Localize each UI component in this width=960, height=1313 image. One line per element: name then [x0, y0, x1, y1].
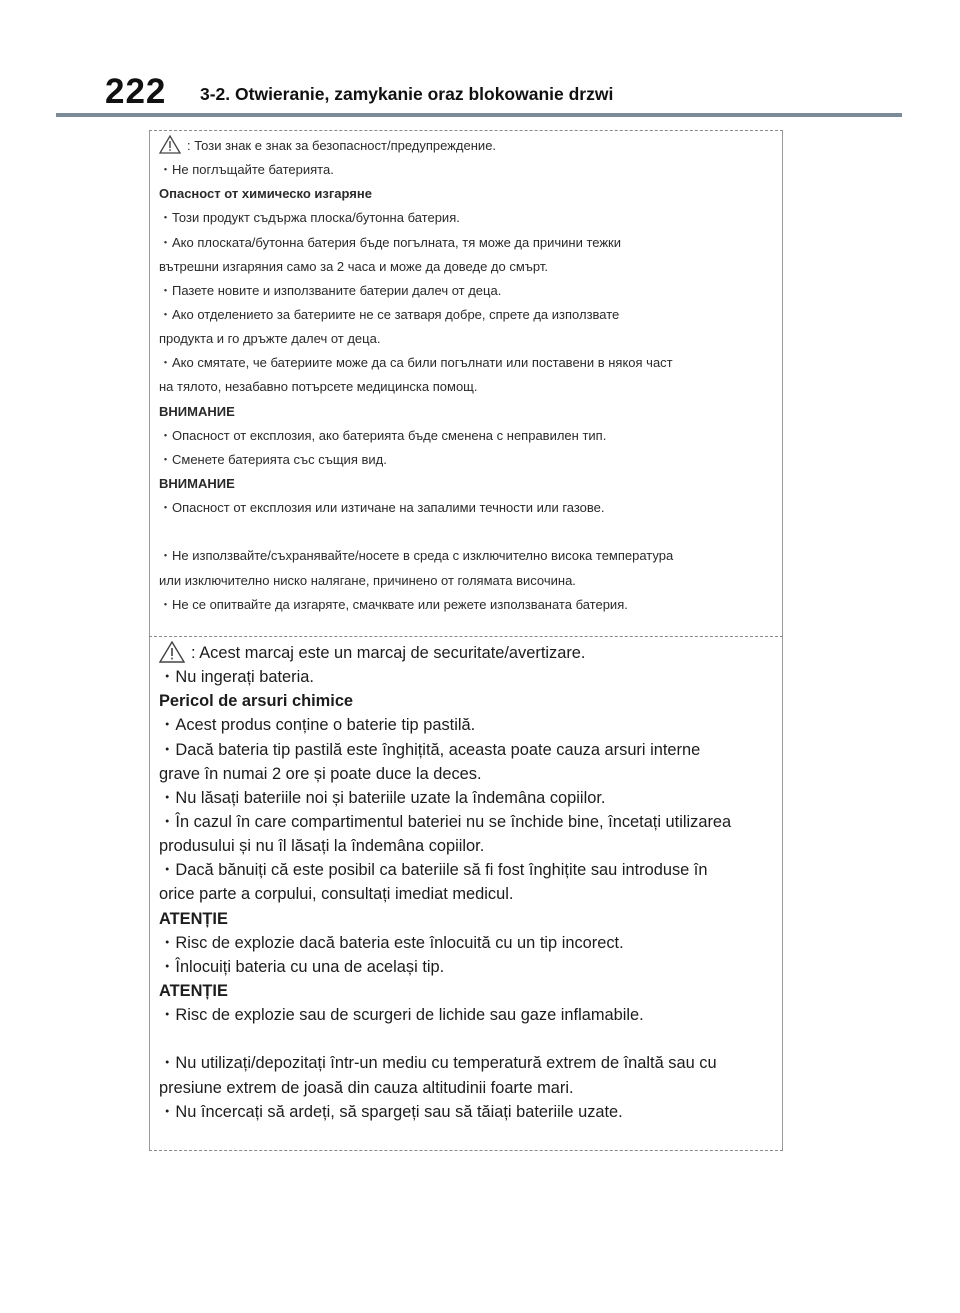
continuation-line: produsului și nu îl lăsați la îndemâna copiilor. [159, 837, 485, 856]
bullet-line: ・Опасност от експлозия или изтичане на запалими течности или газове. [159, 500, 605, 516]
bullet-line: ・Nu lăsați bateriile noi și bateriile uzate la îndemâna copiilor. [159, 788, 606, 807]
bullet-line: ・Пазете новите и използваните батерии далеч от деца. [159, 282, 502, 298]
bullet-line: ・Не поглъщайте батерията. [159, 162, 334, 178]
intro-line [159, 641, 777, 665]
intro-line [159, 134, 777, 158]
warning-triangle-icon [159, 641, 185, 663]
bullet-line: ・Не се опитвайте да изгаряте, смачквате или режете използваната батерия. [159, 596, 628, 612]
section-heading: ATENȚIE [159, 909, 228, 928]
page-number: 222 [105, 72, 167, 111]
continuation-line: orice parte a corpului, consultați imediat medicul. [159, 885, 514, 904]
bullet-line: ・Не използвайте/съхранявайте/носете в среда с изключително висока температура [159, 548, 674, 564]
bullet-line: ・Ако плоската/бутонна батерия бъде погълната, тя може да причини тежки [159, 234, 622, 250]
intro-text: : Този знак е знак за безопасност/предупреждение. [187, 138, 497, 153]
bullet-line: ・Risc de explozie dacă bateria este înlocuită cu un tip incorect. [159, 933, 624, 952]
section-heading: ATENȚIE [159, 981, 228, 1000]
bullet-line: ・În cazul în care compartimentul bateriei nu se închide bine, încetați utilizarea [159, 812, 732, 831]
bullet-line: ・Dacă bateria tip pastilă este înghițită, aceasta poate cauza arsuri interne [159, 740, 701, 759]
bullet-line: ・Nu ingerați bateria. [159, 668, 314, 687]
section-heading: Опасност от химическо изгаряне [159, 186, 372, 202]
bulgarian-section [159, 134, 777, 617]
chapter-title: 3-2. Otwieranie, zamykanie oraz blokowanie drzwi [200, 84, 614, 104]
section-heading: Pericol de arsuri chimice [159, 692, 354, 711]
bullet-line: ・Nu utilizați/depozitați într-un mediu cu temperatură extrem de înaltă sau cu [159, 1054, 717, 1073]
section-heading: ВНИМАНИЕ [159, 475, 235, 491]
bullet-line: ・Ако смятате, че батериите може да са били погълнати или поставени в някоя част [159, 355, 673, 371]
bullet-line: ・Înlocuiți bateria cu una de același tip. [159, 957, 445, 976]
section-heading: ВНИМАНИЕ [159, 403, 235, 419]
continuation-line: вътрешни изгаряния само за 2 часа и може да доведе до смърт. [159, 258, 548, 274]
warning-triangle-icon [159, 135, 181, 154]
bullet-line: ・Ако отделението за батериите не се затваря добре, спрете да използвате [159, 306, 620, 322]
continuation-line: grave în numai 2 ore și poate duce la deces. [159, 764, 482, 783]
section-divider [149, 636, 783, 637]
romanian-section [159, 641, 777, 1124]
header-rule [56, 113, 902, 117]
blank-gap [159, 520, 777, 544]
bullet-line: ・Acest produs conține o baterie tip pastilă. [159, 716, 476, 735]
page-header [0, 0, 960, 118]
intro-text: : Acest marcaj este un marcaj de securitate/avertizare. [191, 644, 586, 662]
bullet-line: ・Risc de explozie sau de scurgeri de lichide sau gaze inflamabile. [159, 1006, 644, 1025]
continuation-line: продукта и го дръжте далеч от деца. [159, 331, 381, 347]
continuation-line: presiune extrem de joasă din cauza altitudinii foarte mari. [159, 1078, 574, 1097]
bullet-line: ・Dacă bănuiți că este posibil ca bateriile să fi fost înghițite sau introduse în [159, 861, 708, 880]
bullet-line: ・Опасност от експлозия, ако батерията бъде сменена с неправилен тип. [159, 427, 607, 443]
bullet-line: ・Сменете батерията със същия вид. [159, 451, 387, 467]
continuation-line: на тялото, незабавно потърсете медицинска помощ. [159, 379, 478, 395]
continuation-line: или изключително ниско налягане, причинено от голямата височина. [159, 572, 576, 588]
blank-gap [159, 1027, 777, 1051]
bullet-line: ・Този продукт съдържа плоска/бутонна батерия. [159, 210, 460, 226]
bullet-line: ・Nu încercați să ardeți, să spargeți sau să tăiați bateriile uzate. [159, 1102, 623, 1121]
